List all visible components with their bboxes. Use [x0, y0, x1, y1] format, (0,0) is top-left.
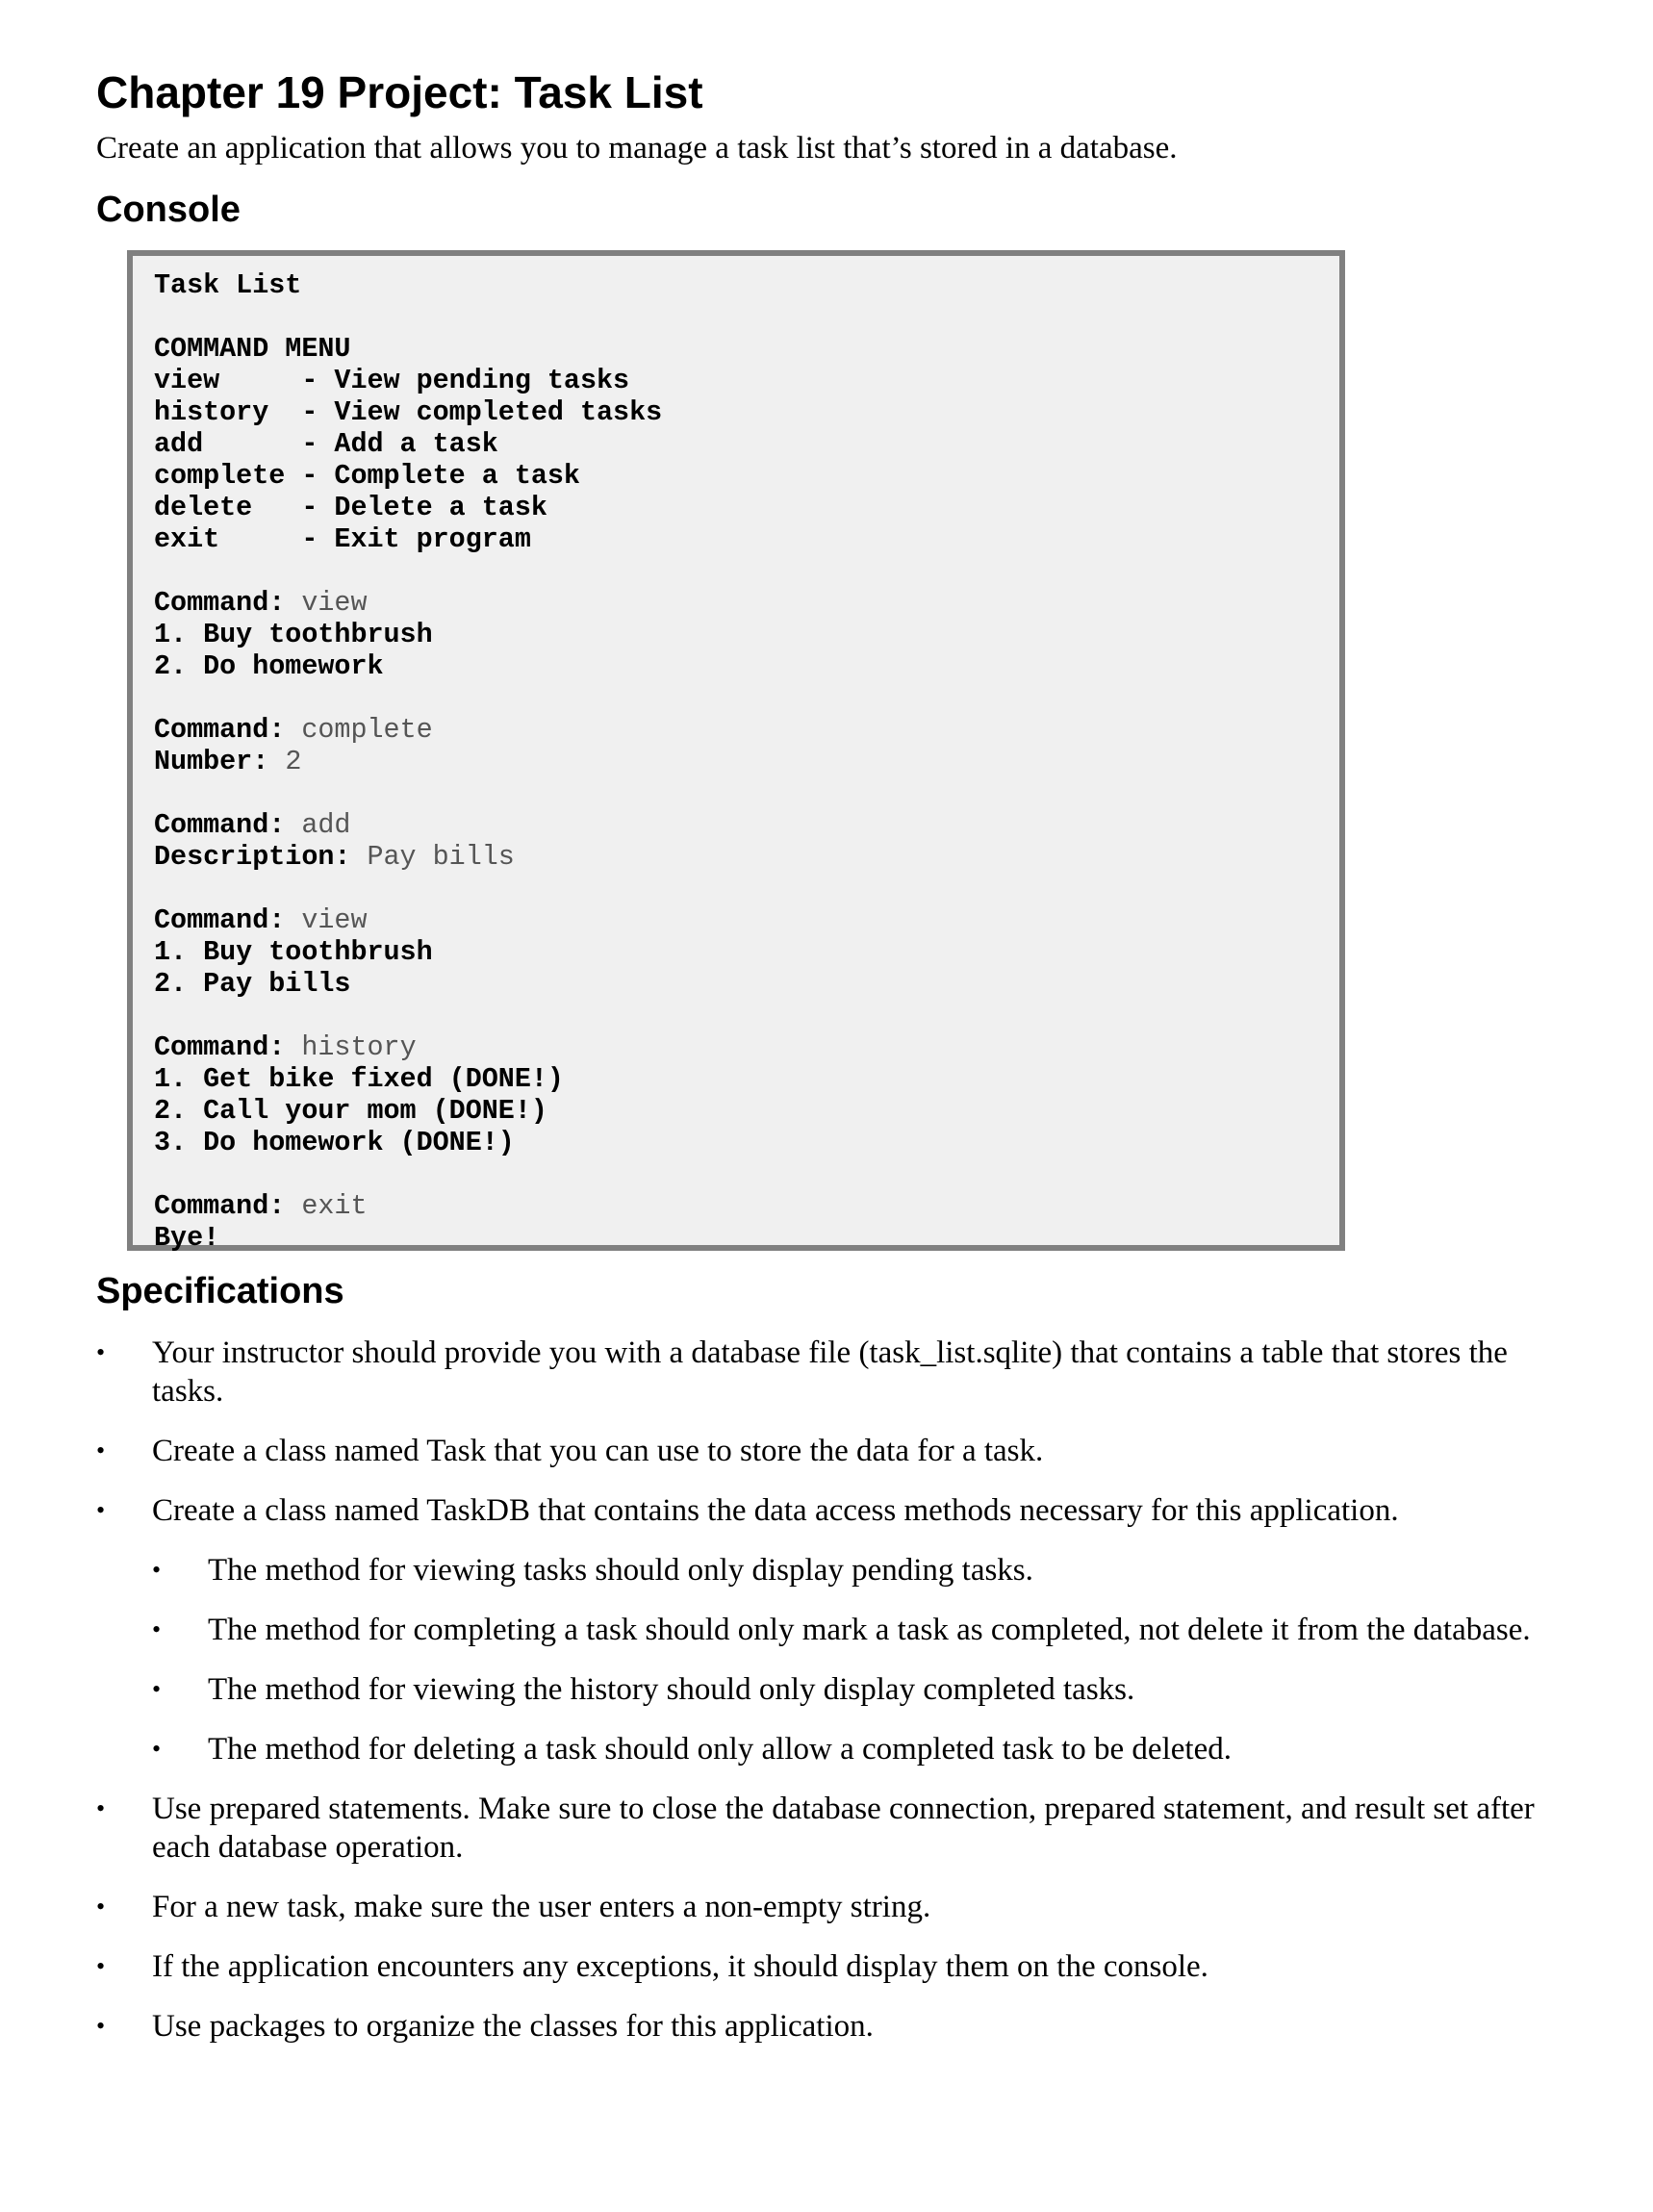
command-prompt: Command:: [154, 714, 302, 746]
spec-text: The method for viewing the history should only display completed tasks.: [208, 1672, 1135, 1707]
output-line: 1. Buy toothbrush: [154, 936, 433, 968]
menu-item-exit: exit - Exit program: [154, 523, 531, 555]
spec-item: [96, 1491, 1557, 1530]
output-line: 1. Get bike fixed (DONE!): [154, 1063, 564, 1095]
spec-text: If the application encounters any exceptions, it should display them on the console.: [152, 1949, 1208, 1984]
spec-text: Your instructor should provide you with a database file (task_list.sqlite) that contains a table that stores the tasks.: [152, 1335, 1508, 1409]
bullet-icon: •: [96, 2012, 106, 2040]
specifications-list: [96, 1334, 1578, 2046]
command-line: [154, 714, 1339, 746]
spec-text: The method for deleting a task should only allow a completed task to be deleted.: [208, 1732, 1232, 1767]
user-input: view: [301, 587, 368, 619]
console-app-title: Task List: [154, 269, 302, 301]
menu-item-view: view - View pending tasks: [154, 365, 630, 396]
spec-item: [96, 1432, 1557, 1470]
user-input: history: [301, 1031, 417, 1063]
blank-line: [154, 873, 1339, 904]
command-prompt: Command:: [154, 904, 302, 936]
number-line: [154, 746, 1339, 777]
blank-line: [154, 555, 1339, 587]
bullet-icon: •: [96, 1338, 106, 1366]
user-input: 2: [285, 746, 302, 777]
description-prompt: Description:: [154, 841, 368, 873]
spec-text: Use prepared statements. Make sure to close the database connection, prepared statement, and result set after each database operation.: [152, 1792, 1535, 1865]
command-prompt: Command:: [154, 809, 302, 841]
blank-line: [154, 777, 1339, 809]
user-input: exit: [301, 1190, 368, 1222]
command-prompt: Command:: [154, 587, 302, 619]
page-title: Chapter 19 Project: Task List: [96, 67, 703, 117]
intro-text: Create an application that allows you to manage a task list that’s stored in a database.: [96, 131, 1178, 165]
spec-subitem: [96, 1551, 1557, 1589]
user-input: complete: [301, 714, 433, 746]
menu-item-complete: complete - Complete a task: [154, 460, 580, 492]
bullet-icon: •: [96, 1794, 106, 1822]
console-output-box: [127, 250, 1345, 1254]
command-line: [154, 904, 1339, 936]
spec-text: The method for viewing tasks should only display pending tasks.: [208, 1553, 1033, 1588]
bullet-icon: •: [96, 1437, 106, 1464]
document-page: [96, 58, 1578, 2067]
command-line: [154, 1190, 1339, 1222]
blank-line: [154, 1000, 1339, 1031]
menu-item-history: history - View completed tasks: [154, 396, 663, 428]
spec-text: For a new task, make sure the user enters a non-empty string.: [152, 1890, 931, 1924]
spec-item: [96, 1334, 1557, 1411]
spec-item: [96, 1790, 1557, 1867]
command-line: [154, 1031, 1339, 1063]
spec-text: Use packages to organize the classes for this application.: [152, 2009, 874, 2044]
bullet-icon: •: [96, 1952, 106, 1980]
output-line: 1. Buy toothbrush: [154, 619, 433, 650]
output-line: 2. Do homework: [154, 650, 384, 682]
spec-subitem: [96, 1730, 1557, 1768]
output-line: Bye!: [154, 1222, 220, 1254]
output-line: 3. Do homework (DONE!): [154, 1127, 515, 1158]
spec-item: [96, 1888, 1557, 1926]
bullet-icon: •: [152, 1735, 162, 1763]
bullet-icon: •: [152, 1615, 162, 1643]
bullet-icon: •: [152, 1675, 162, 1703]
spec-subitem: [96, 1670, 1557, 1709]
command-prompt: Command:: [154, 1190, 302, 1222]
spec-text: Create a class named Task that you can use to store the data for a task.: [152, 1434, 1044, 1468]
output-line: 2. Pay bills: [154, 968, 351, 1000]
user-input: add: [301, 809, 351, 841]
spec-text: Create a class named TaskDB that contains the data access methods necessary for this application.: [152, 1493, 1399, 1528]
number-prompt: Number:: [154, 746, 286, 777]
blank-line: [154, 1158, 1339, 1190]
description-line: [154, 841, 1339, 873]
console-heading: Console: [96, 190, 241, 230]
bullet-icon: •: [152, 1556, 162, 1584]
menu-item-delete: delete - Delete a task: [154, 492, 547, 523]
command-line: [154, 809, 1339, 841]
spec-item: [96, 2007, 1557, 2046]
blank-line: [154, 682, 1339, 714]
menu-item-add: add - Add a task: [154, 428, 498, 460]
command-line: [154, 587, 1339, 619]
bullet-icon: •: [96, 1893, 106, 1920]
specifications-heading: Specifications: [96, 1271, 344, 1311]
console-menu-heading: COMMAND MENU: [154, 333, 351, 365]
bullet-icon: •: [96, 1496, 106, 1524]
command-prompt: Command:: [154, 1031, 302, 1063]
blank-line: [154, 301, 1339, 333]
spec-text: The method for completing a task should only mark a task as completed, not delete it from the database.: [208, 1613, 1531, 1647]
user-input: Pay bills: [367, 841, 515, 873]
spec-item: [96, 1947, 1557, 1986]
spec-subitem: [96, 1611, 1557, 1649]
output-line: 2. Call your mom (DONE!): [154, 1095, 547, 1127]
user-input: view: [301, 904, 368, 936]
